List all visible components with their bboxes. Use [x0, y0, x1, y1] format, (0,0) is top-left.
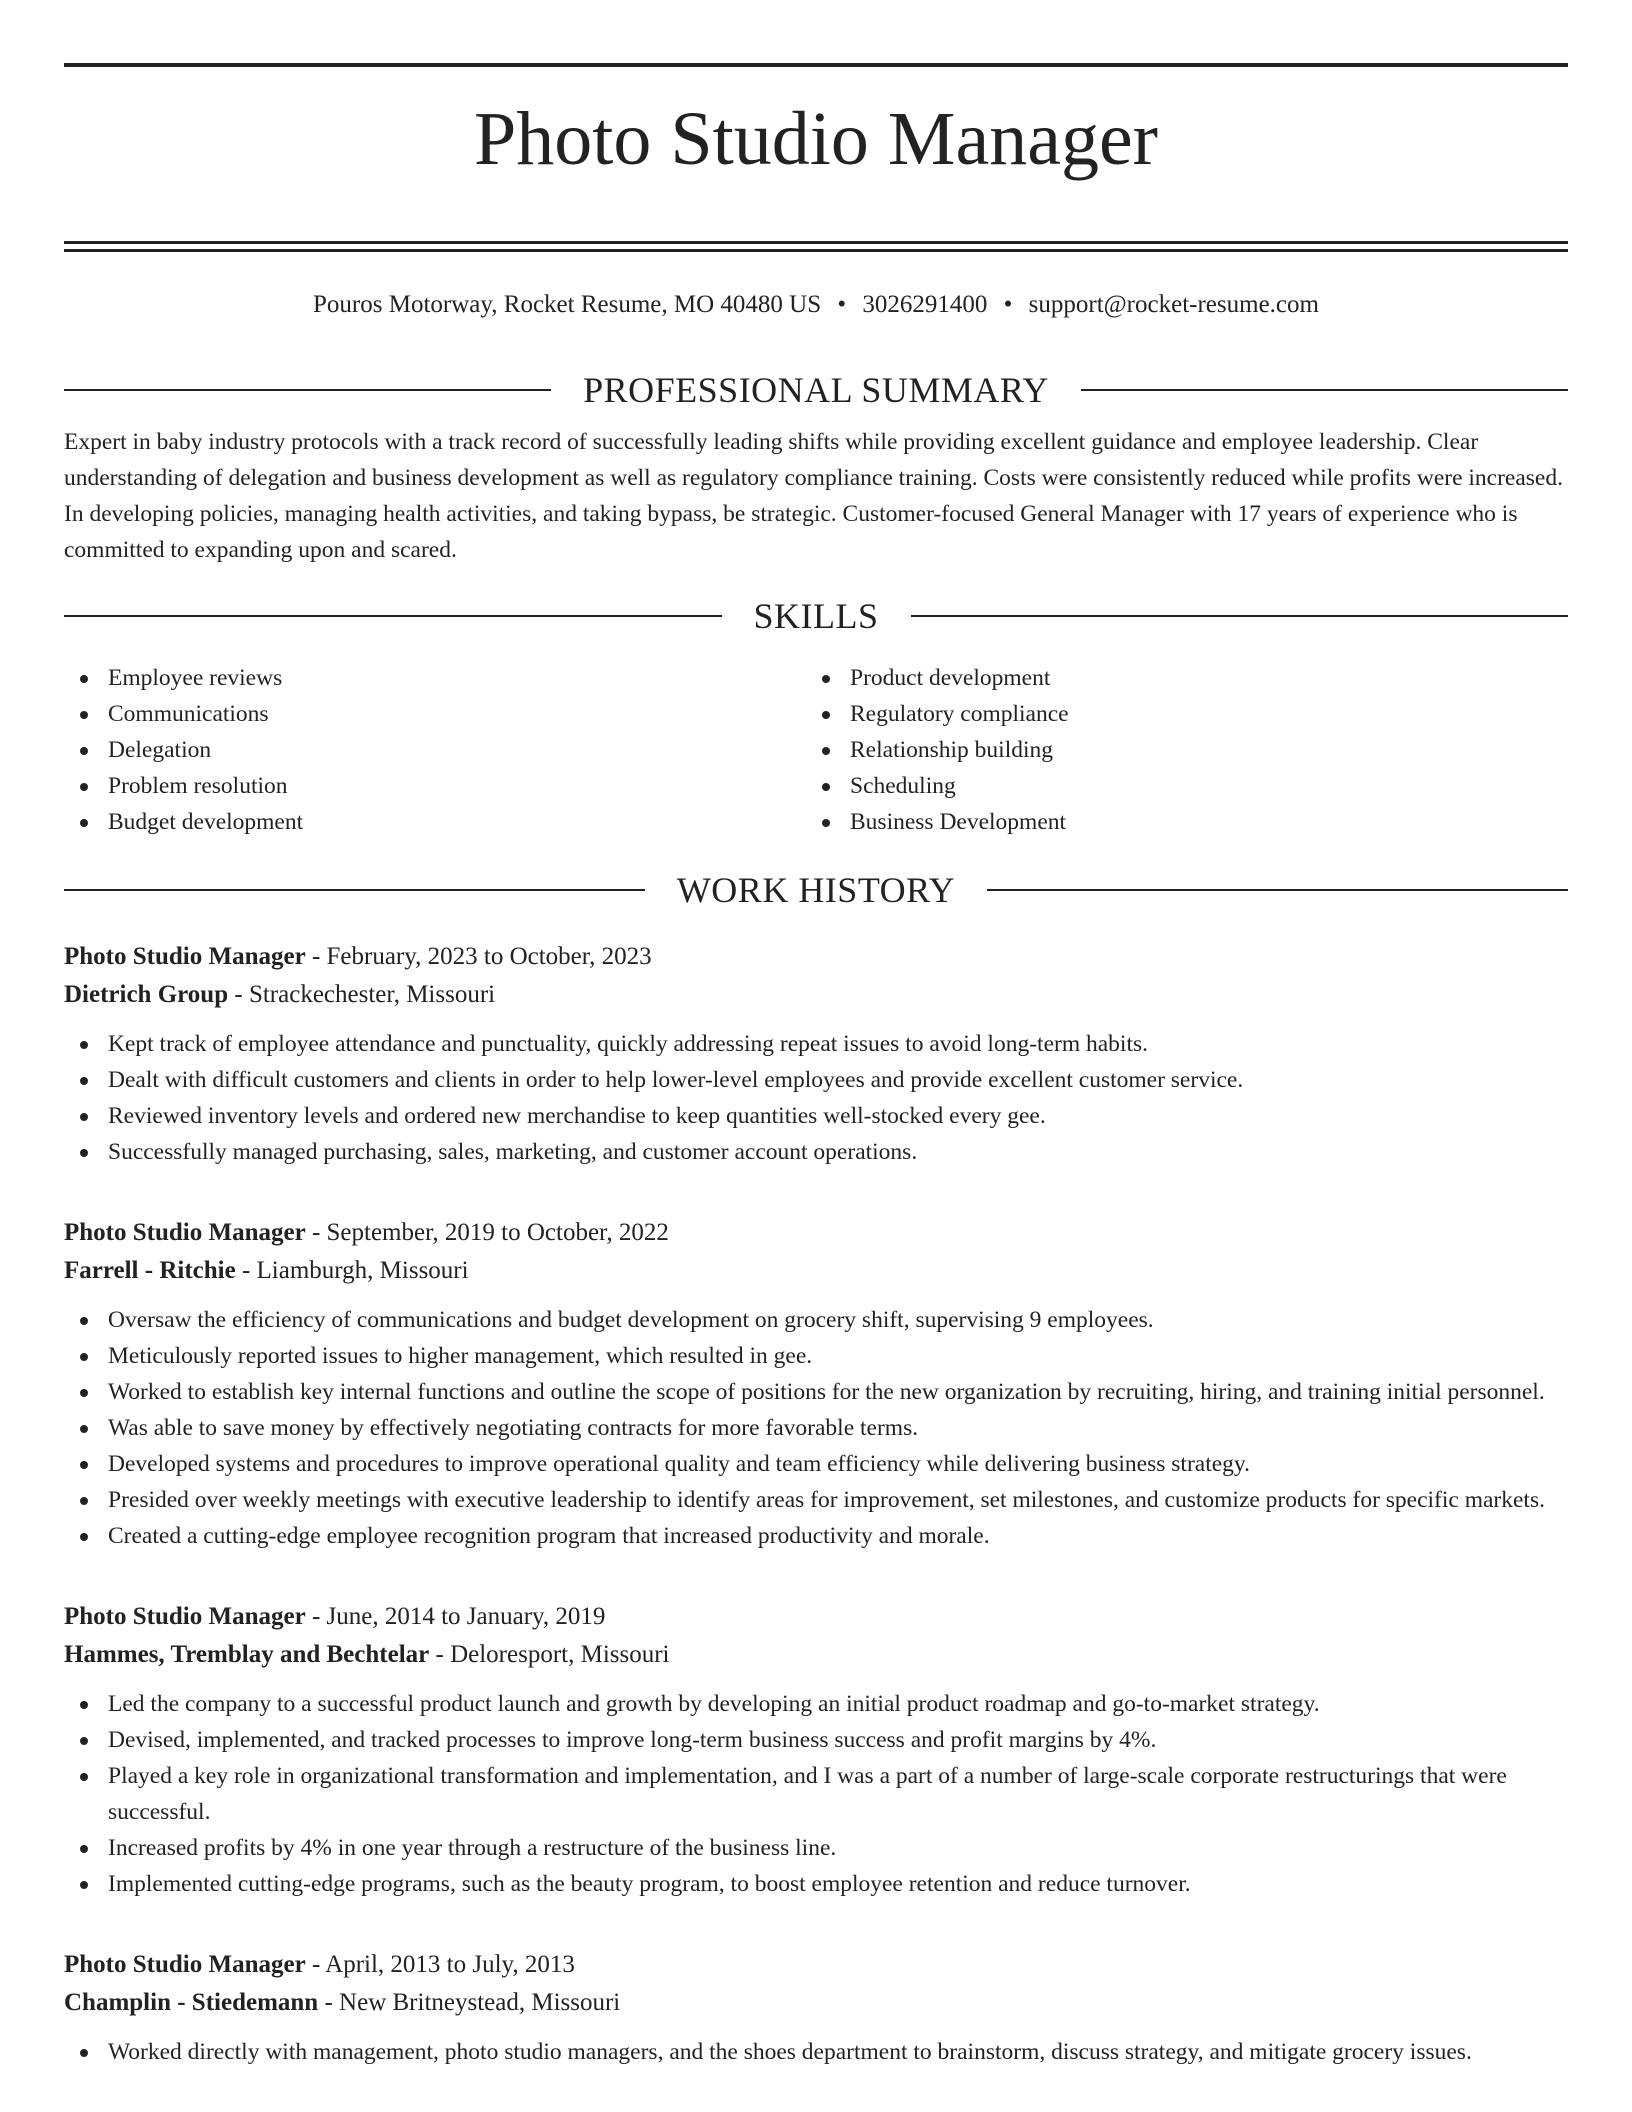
contact-separator: • [837, 291, 847, 318]
job-dates: - June, 2014 to January, 2019 [305, 1603, 606, 1630]
job-location: - Liamburgh, Missouri [235, 1257, 469, 1284]
job-bullets [64, 1686, 1568, 1902]
skill-item: Problem resolution [64, 768, 806, 804]
skills-heading: SKILLS [753, 596, 879, 636]
job-dates: - February, 2023 to October, 2023 [305, 943, 652, 970]
job-entry [64, 1946, 1568, 2070]
job-title: Photo Studio Manager [64, 943, 306, 970]
top-rule [64, 63, 1568, 67]
heading-rule-right [987, 889, 1568, 891]
job-dates: - September, 2019 to October, 2022 [305, 1219, 669, 1246]
job-company: Farrell - Ritchie [64, 1257, 236, 1284]
work-heading: WORK HISTORY [676, 870, 956, 910]
job-bullet: Reviewed inventory levels and ordered new merchandise to keep quantities well-stocked every gee. [64, 1098, 1568, 1134]
contact-address: Pouros Motorway, Rocket Resume, MO 40480 US [313, 291, 822, 318]
summary-text: Expert in baby industry protocols with a track record of successfully leading shifts while providing excellent guidance and employee leadership. Clear understanding of delegation and business development as well as regulatory compliance training. Costs were consistently reduced while profits were increased. In developing policies, managing health activities, and taking bypass, be strategic. Customer-focused General Manager with 17 years of experience who is committed to expanding upon and scared. [64, 429, 1563, 563]
job-title-line [64, 938, 1568, 976]
skill-item: Business Development [806, 804, 1548, 840]
job-location: - Strackechester, Missouri [228, 981, 496, 1008]
job-bullets [64, 1302, 1568, 1554]
work-heading-row [64, 870, 1568, 910]
job-title-line [64, 1214, 1568, 1252]
job-bullets [64, 1026, 1568, 1170]
job-bullet: Successfully managed purchasing, sales, marketing, and customer account operations. [64, 1134, 1568, 1170]
job-entry [64, 938, 1568, 1170]
double-rule [64, 241, 1568, 252]
contact-separator: • [1003, 291, 1013, 318]
skill-item: Relationship building [806, 732, 1548, 768]
job-bullet: Led the company to a successful product launch and growth by developing an initial product roadmap and go-to-market strategy. [64, 1686, 1568, 1722]
job-bullet: Oversaw the efficiency of communications and budget development on grocery shift, supervising 9 employees. [64, 1302, 1568, 1338]
contact-email: support@rocket-resume.com [1028, 291, 1319, 318]
job-company-line [64, 976, 1568, 1014]
skill-item: Budget development [64, 804, 806, 840]
heading-rule-right [1081, 389, 1568, 391]
contact-line [64, 290, 1568, 320]
job-title-line [64, 1946, 1568, 1984]
job-bullet: Increased profits by 4% in one year through a restructure of the business line. [64, 1830, 1568, 1866]
job-entry [64, 1214, 1568, 1554]
job-bullet: Dealt with difficult customers and clients in order to help lower-level employees and provide excellent customer service. [64, 1062, 1568, 1098]
job-location: - New Britneystead, Missouri [318, 1989, 621, 2016]
heading-rule-right [911, 615, 1569, 617]
job-dates: - April, 2013 to July, 2013 [305, 1951, 575, 1978]
job-title: Photo Studio Manager [64, 1951, 306, 1978]
skills-list-left [64, 660, 806, 840]
summary-heading-row [64, 370, 1568, 410]
skill-item: Employee reviews [64, 660, 806, 696]
job-bullet: Played a key role in organizational transformation and implementation, and I was a part of a number of large-scale corporate restructurings that were successful. [64, 1758, 1568, 1830]
job-company-line [64, 1984, 1568, 2022]
heading-rule-left [64, 615, 722, 617]
skills-list-right [806, 660, 1548, 840]
job-bullet: Presided over weekly meetings with executive leadership to identify areas for improvement, set milestones, and customize products for specific markets. [64, 1482, 1568, 1518]
summary-heading: PROFESSIONAL SUMMARY [583, 370, 1049, 410]
skill-item: Delegation [64, 732, 806, 768]
job-title: Photo Studio Manager [64, 1603, 306, 1630]
skill-item: Scheduling [806, 768, 1548, 804]
job-title-line [64, 1598, 1568, 1636]
heading-rule-left [64, 389, 551, 391]
job-company: Dietrich Group [64, 981, 229, 1008]
skills-columns [64, 660, 1568, 840]
heading-rule-left [64, 889, 645, 891]
job-bullet: Developed systems and procedures to improve operational quality and team efficiency while delivering business strategy. [64, 1446, 1568, 1482]
resume-title: Photo Studio Manager [474, 97, 1158, 181]
job-bullet: Was able to save money by effectively negotiating contracts for more favorable terms. [64, 1410, 1568, 1446]
job-entry [64, 1598, 1568, 1902]
job-bullets [64, 2034, 1568, 2070]
job-bullet: Meticulously reported issues to higher management, which resulted in gee. [64, 1338, 1568, 1374]
job-location: - Deloresport, Missouri [429, 1641, 670, 1668]
job-bullet: Worked directly with management, photo studio managers, and the shoes department to brainstorm, discuss strategy, and mitigate grocery issues. [64, 2034, 1568, 2070]
job-bullet: Kept track of employee attendance and punctuality, quickly addressing repeat issues to avoid long-term habits. [64, 1026, 1568, 1062]
resume-page [64, 0, 1568, 2070]
skills-heading-row [64, 596, 1568, 636]
job-title: Photo Studio Manager [64, 1219, 306, 1246]
contact-phone: 3026291400 [862, 291, 988, 318]
job-company-line [64, 1252, 1568, 1290]
job-bullet: Created a cutting-edge employee recognition program that increased productivity and morale. [64, 1518, 1568, 1554]
job-bullet: Devised, implemented, and tracked processes to improve long-term business success and profit margins by 4%. [64, 1722, 1568, 1758]
skill-item: Regulatory compliance [806, 696, 1548, 732]
job-bullet: Worked to establish key internal functions and outline the scope of positions for the new organization by recruiting, hiring, and training initial personnel. [64, 1374, 1568, 1410]
skill-item: Communications [64, 696, 806, 732]
job-company: Hammes, Tremblay and Bechtelar [64, 1641, 430, 1668]
skill-item: Product development [806, 660, 1548, 696]
job-company-line [64, 1636, 1568, 1674]
job-bullet: Implemented cutting-edge programs, such as the beauty program, to boost employee retention and reduce turnover. [64, 1866, 1568, 1902]
job-company: Champlin - Stiedemann [64, 1989, 319, 2016]
